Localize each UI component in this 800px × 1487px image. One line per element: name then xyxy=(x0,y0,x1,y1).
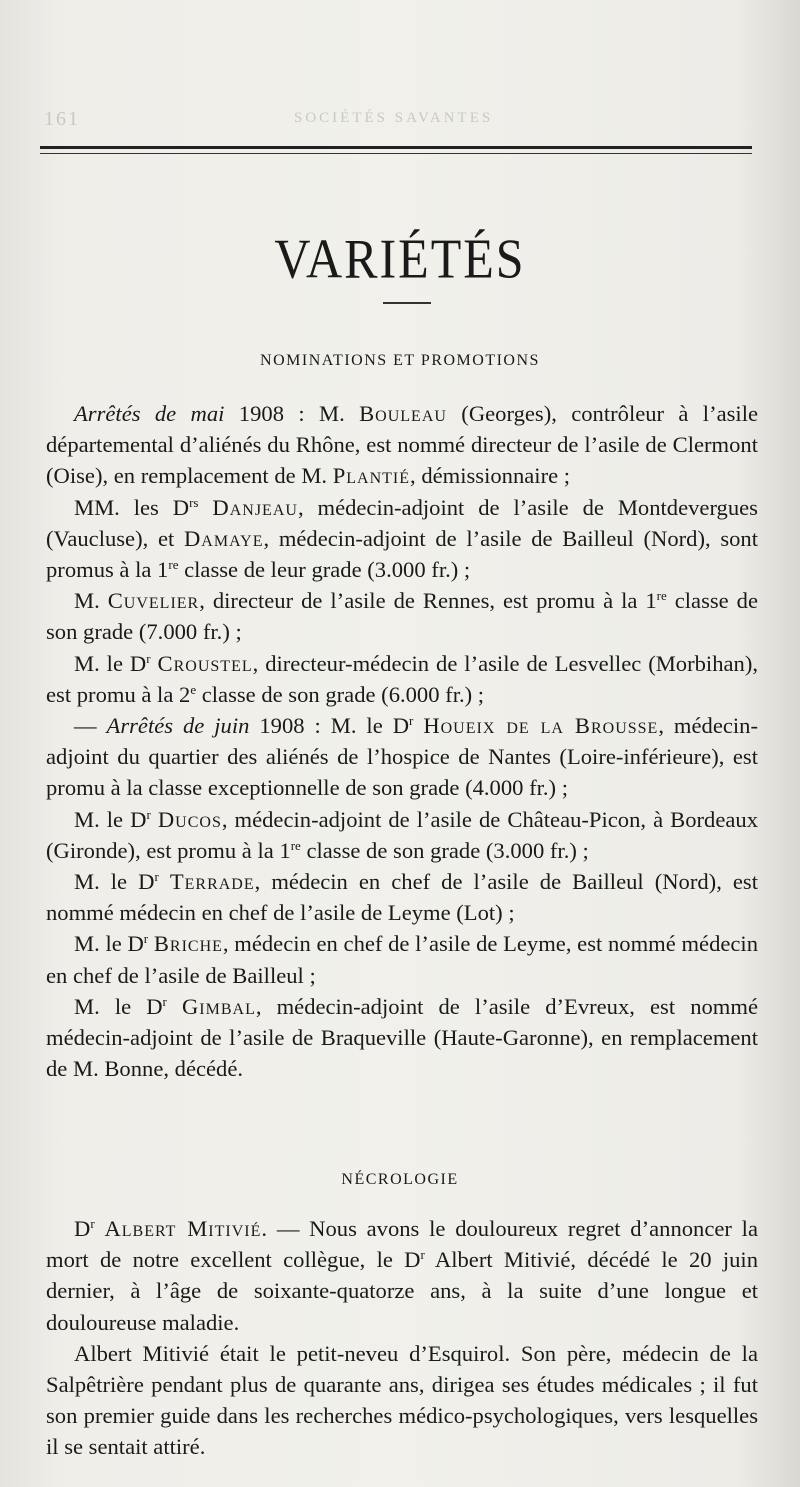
page-number: 161 xyxy=(44,108,80,130)
page-title: VARIÉTÉS xyxy=(274,227,526,290)
section-heading-nominations: NOMINATIONS ET PROMOTIONS xyxy=(260,352,540,369)
paragraph: M. Cuvelier, directeur de l’asile de Rennes, est promu à la 1re classe de son grade (7.000 fr.) ; xyxy=(46,588,758,645)
paragraph: M. le $D^r$ Gimbal, médecin-adjoint de l’asile d’Evreux, est nommé médecin-adjoint de l’asile de Braqueville (Haute-Garonne), en remplacement de M. Bonne, décédé. xyxy=(46,993,758,1082)
paragraph: M. le $D^r$ Croustel, directeur-médecin de l’asile de Lesvellec (Morbihan), est promu à la 2e classe de son grade (6.000 fr.) ; xyxy=(46,650,759,707)
title-separator xyxy=(383,302,431,304)
page-header xyxy=(44,108,754,136)
paragraph: M. le $D^r$ Ducos, médecin-adjoint de l’asile de Château-Picon, à Bordeaux (Gironde), est promu à la 1re classe de son grade (3.000 fr.) ; xyxy=(46,806,758,863)
paragraph: Albert Mitivié était le petit-neveu d’Esquirol. Son père, médecin de la Salpêtrière pendant plus de quarante ans, dirigea ses études médicales ; il fut son premier guide dans les recherches médico-psychologiques, vers lesquelles il se sentait attiré. xyxy=(46,1340,758,1460)
section-heading-necrologie: NÉCROLOGIE xyxy=(341,1171,459,1188)
paragraph: M. le $D^r$ Terrade, médecin en chef de l’asile de Bailleul (Nord), est nommé médecin en chef de l’asile de Leyme (Lot) ; xyxy=(46,869,758,926)
nominations-body xyxy=(46,398,758,1084)
paragraph: $D^r$ Albert Mitivié. — Nous avons le douloureux regret d’annoncer la mort de notre excellent collègue, le $D^r$ Albert Mitivié, décédé le 20 juin dernier, à l’âge de soixante-quatorze ans, à la suite d’une longue et douloureuse maladie. xyxy=(46,1216,759,1335)
paragraph: — Arrêtés de juin 1908 : M. le $D^r$ Houeix de la Brousse, médecin-adjoint du quartier des aliénés de l’hospice de Nantes (Loire-inférieure), est promu à la classe exceptionnelle de son grade (4.000 fr.) ; xyxy=(46,713,758,801)
running-head: SOCIÉTÉS SAVANTES xyxy=(294,110,494,126)
necrologie-body xyxy=(46,1213,758,1463)
paragraph: Arrêtés de mai 1908 : M. Bouleau (Georges), contrôleur à l’asile départemental d’aliénés du Rhône, est nommé directeur de l’asile de Clermont (Oise), en remplacement de M. Plantié, démissionnaire ; xyxy=(46,401,759,489)
header-rule-thin xyxy=(40,153,752,154)
paragraph: M. le $D^r$ Briche, médecin en chef de l’asile de Leyme, est nommé médecin en chef de l’asile de Bailleul ; xyxy=(46,931,758,988)
header-rule xyxy=(40,146,752,149)
paragraph: MM. les $D^{rs}$ Danjeau, médecin-adjoint de l’asile de Montdevergues (Vaucluse), et Damaye, médecin-adjoint de l’asile de Bailleul (Nord), sont promus à la 1re classe de leur grade (3.000 fr.) ; xyxy=(46,494,758,583)
